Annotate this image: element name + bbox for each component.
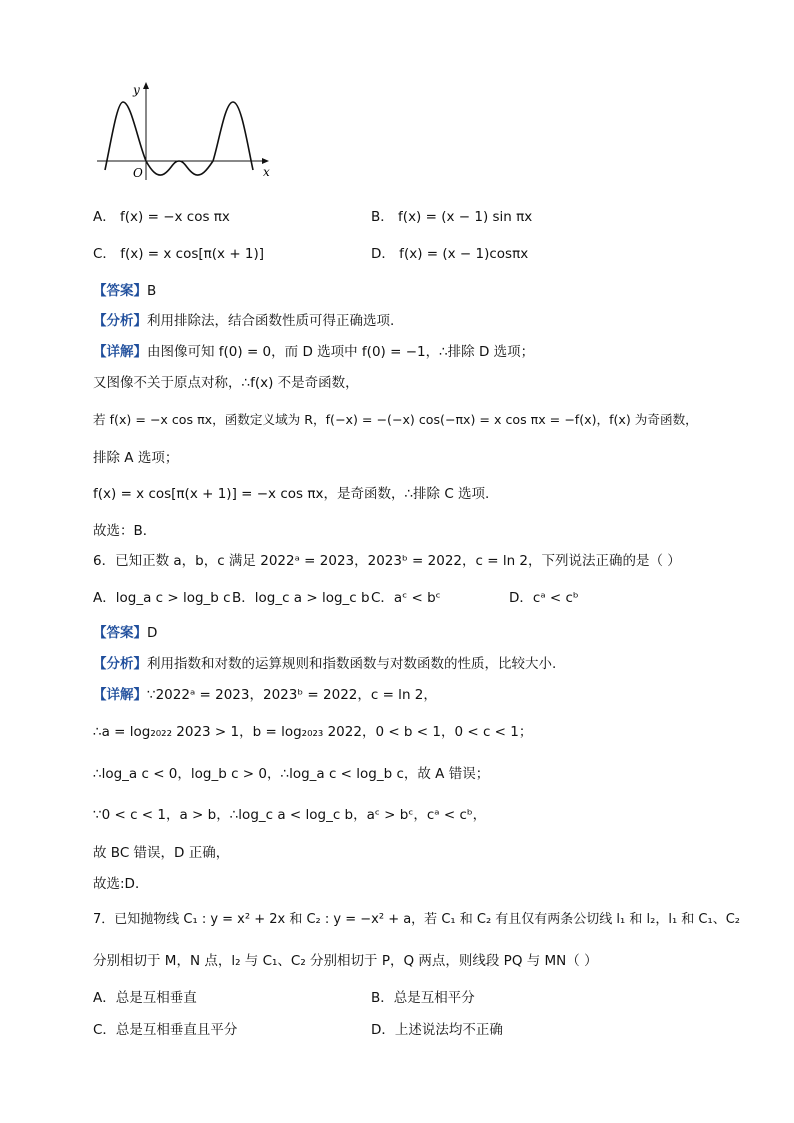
q5-detail-line-1 <box>93 342 534 362</box>
q6-analysis-line <box>93 654 556 674</box>
x-axis-arrow <box>262 158 269 164</box>
q5-option-c: C． f(x) = x cos[π(x + 1)] <box>93 246 265 262</box>
analysis-tag: 【分析】 <box>93 656 147 672</box>
q6-detail-line-2: ∴a = log₂₀₂₂ 2023 > 1，b = log₂₀₂₃ 2022，0 < b < 1，0 < c < 1； <box>93 724 533 740</box>
q5-detail-line-3: 若 f(x) = −x cos πx，函数定义域为 R，f(−x) = −(−x) cos(−πx) = x cos πx = −f(x)，f(x) 为奇函数， <box>93 412 698 427</box>
q6-option-c: C．aᶜ < bᶜ <box>371 590 441 606</box>
q7-stem-line-2: 分别相切于 M，N 点，l₂ 与 C₁、C₂ 分别相切于 P，Q 两点，则线段 PQ 与 MN（ ） <box>93 953 598 969</box>
analysis-tag: 【分析】 <box>93 313 147 329</box>
q7-stem-line-1: 7．已知抛物线 C₁ : y = x² + 2x 和 C₂ : y = −x² + a，若 C₁ 和 C₂ 有且仅有两条公切线 l₁ 和 l₂，l₁ 和 C₁、C₂ <box>93 912 740 927</box>
q7-option-d: D．上述说法均不正确 <box>371 1022 503 1038</box>
function-graph <box>93 82 283 182</box>
q5-detail-1: 由图像可知 f(0) = 0，而 D 选项中 f(0) = −1，∴排除 D 选项； <box>147 344 535 360</box>
q5-option-a: A． f(x) = −x cos πx <box>93 209 230 225</box>
answer-tag: 【答案】 <box>93 283 147 299</box>
q6-option-d: D．cᵃ < cᵇ <box>509 590 579 606</box>
y-axis-arrow <box>143 82 149 89</box>
answer-tag: 【答案】 <box>93 625 147 641</box>
q5-answer: B <box>147 283 157 299</box>
q5-analysis: 利用排除法，结合函数性质可得正确选项. <box>147 313 395 329</box>
q5-option-b: B． f(x) = (x − 1) sin πx <box>371 209 533 225</box>
q5-answer-line <box>93 281 156 301</box>
q6-detail-line-3: ∴log_a c < 0，log_b c > 0，∴log_a c < log_b c，故 A 错误； <box>93 766 490 782</box>
q6-detail-line-4: ∵0 < c < 1，a > b，∴log_c a < log_c b，aᶜ > bᶜ，cᵃ < cᵇ， <box>93 807 487 823</box>
origin-label: O <box>133 166 143 180</box>
q6-option-a: A．log_a c > log_b c <box>93 590 231 606</box>
q6-detail-line-5: 故 BC 错误，D 正确， <box>93 845 230 861</box>
y-axis-label: y <box>133 83 140 97</box>
q5-option-d: D． f(x) = (x − 1)cosπx <box>371 246 529 262</box>
detail-tag: 【详解】 <box>93 344 147 360</box>
q5-detail-line-2: 又图像不关于原点对称，∴f(x) 不是奇函数， <box>93 375 359 391</box>
q5-detail-line-5: f(x) = x cos[π(x + 1)] = −x cos πx，是奇函数，∴排除 C 选项. <box>93 486 490 502</box>
x-axis-label: x <box>263 165 270 179</box>
q6-answer-line <box>93 623 157 643</box>
q6-detail-line-1 <box>93 685 437 705</box>
q7-option-a: A．总是互相垂直 <box>93 990 197 1006</box>
q6-conclusion: 故选:D． <box>93 876 149 892</box>
q5-detail-line-4: 排除 A 选项； <box>93 450 179 466</box>
q6-stem: 6．已知正数 a，b，c 满足 2022ᵃ = 2023，2023ᵇ = 2022，c = ln 2，下列说法正确的是（ ） <box>93 553 681 569</box>
function-curve <box>105 102 253 175</box>
q6-option-b: B．log_c a > log_c b <box>232 590 370 606</box>
q7-option-c: C．总是互相垂直且平分 <box>93 1022 238 1038</box>
q7-option-b: B．总是互相平分 <box>371 990 475 1006</box>
detail-tag: 【详解】 <box>93 687 147 703</box>
q6-analysis: 利用指数和对数的运算规则和指数函数与对数函数的性质，比较大小. <box>147 656 557 672</box>
q5-analysis-line <box>93 311 394 331</box>
q6-answer: D <box>147 625 158 641</box>
q5-conclusion: 故选：B． <box>93 523 157 539</box>
q6-detail-1: ∵2022ᵃ = 2023，2023ᵇ = 2022，c = ln 2， <box>147 687 437 703</box>
